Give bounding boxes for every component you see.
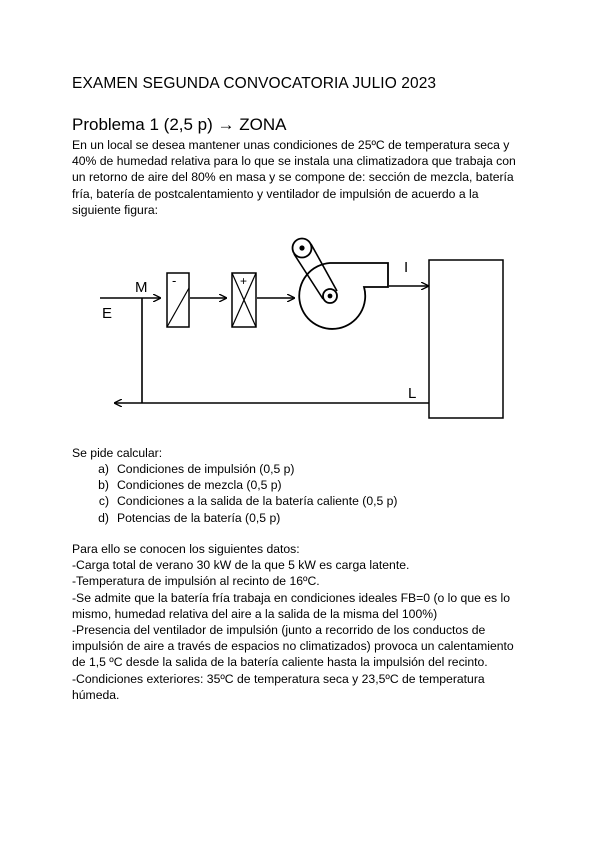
cold-coil-sign: -	[172, 273, 177, 288]
hvac-schematic	[0, 228, 600, 428]
list-item	[72, 477, 398, 493]
label-e: E	[102, 305, 113, 322]
cold-coil	[167, 273, 189, 327]
list-item	[72, 510, 398, 526]
label-i: I	[404, 259, 409, 276]
hot-coil	[232, 273, 256, 327]
data-line: húmeda.	[72, 687, 120, 702]
statement-line: 40% de humedad relativa para lo que se instala una climatizadora que trabaja con	[72, 154, 516, 169]
data-line: -Carga total de verano 30 kW de la que 5 kW es carga latente.	[72, 558, 410, 573]
statement-line: fría, batería de postcalentamiento y ventilador de impulsión de acuerdo a la	[72, 186, 479, 201]
item-text: Potencias de la batería (0,5 p)	[117, 510, 281, 525]
data-line: -Condiciones exteriores: 35ºC de temperatura seca y 23,5ºC de temperatura	[72, 671, 485, 686]
item-marker: c)	[98, 494, 109, 509]
item-marker: a)	[98, 462, 109, 476]
item-marker: d)	[98, 510, 109, 525]
data-line: mismo, humedad relativa del aire a la salida de la misma del 100%)	[72, 606, 438, 621]
statement-line: un retorno de aire del 80% en masa y se compone de: sección de mezcla, batería	[72, 170, 514, 185]
item-text: Condiciones de mezcla (0,5 p)	[117, 478, 282, 493]
label-l: L	[408, 385, 417, 402]
zone-box	[429, 260, 503, 418]
data-line: de 1,5 ºC desde la salida de la batería caliente hasta la impulsión del recinto.	[72, 655, 488, 670]
item-marker: b)	[98, 478, 109, 493]
problem-statement	[72, 137, 522, 218]
data-line: -Se admite que la batería fría trabaja en condiciones ideales FB=0 (o lo que es lo	[72, 590, 511, 605]
data-line: -Presencia del ventilador de impulsión (junto a recorrido de los conductos de	[72, 623, 486, 638]
questions-list	[72, 461, 398, 526]
list-item	[72, 493, 398, 509]
questions-intro: Se pide calcular:	[72, 446, 163, 460]
item-text: Condiciones de impulsión (0,5 p)	[117, 462, 295, 476]
data-line: Para ello se conocen los siguientes datos:	[72, 542, 300, 556]
list-item	[72, 461, 398, 477]
supply-fan	[293, 239, 389, 329]
given-data	[72, 541, 532, 703]
hot-coil-sign: +	[240, 274, 248, 288]
item-text: Condiciones a la salida de la batería caliente (0,5 p)	[117, 494, 398, 509]
data-line: impulsión de aire a través de espacios no climatizados) provoca un calentamiento	[72, 639, 514, 654]
statement-line: En un local se desea mantener unas condiciones de 25ºC de temperatura seca y	[72, 138, 510, 152]
exam-title: EXAMEN SEGUNDA CONVOCATORIA JULIO 2023	[72, 75, 437, 92]
label-m: M	[135, 279, 148, 296]
data-line: -Temperatura de impulsión al recinto de 16ºC.	[72, 574, 320, 589]
statement-line: siguiente figura:	[72, 202, 159, 217]
problem-title: Problema 1 (2,5 p) → ZONA	[72, 115, 287, 134]
